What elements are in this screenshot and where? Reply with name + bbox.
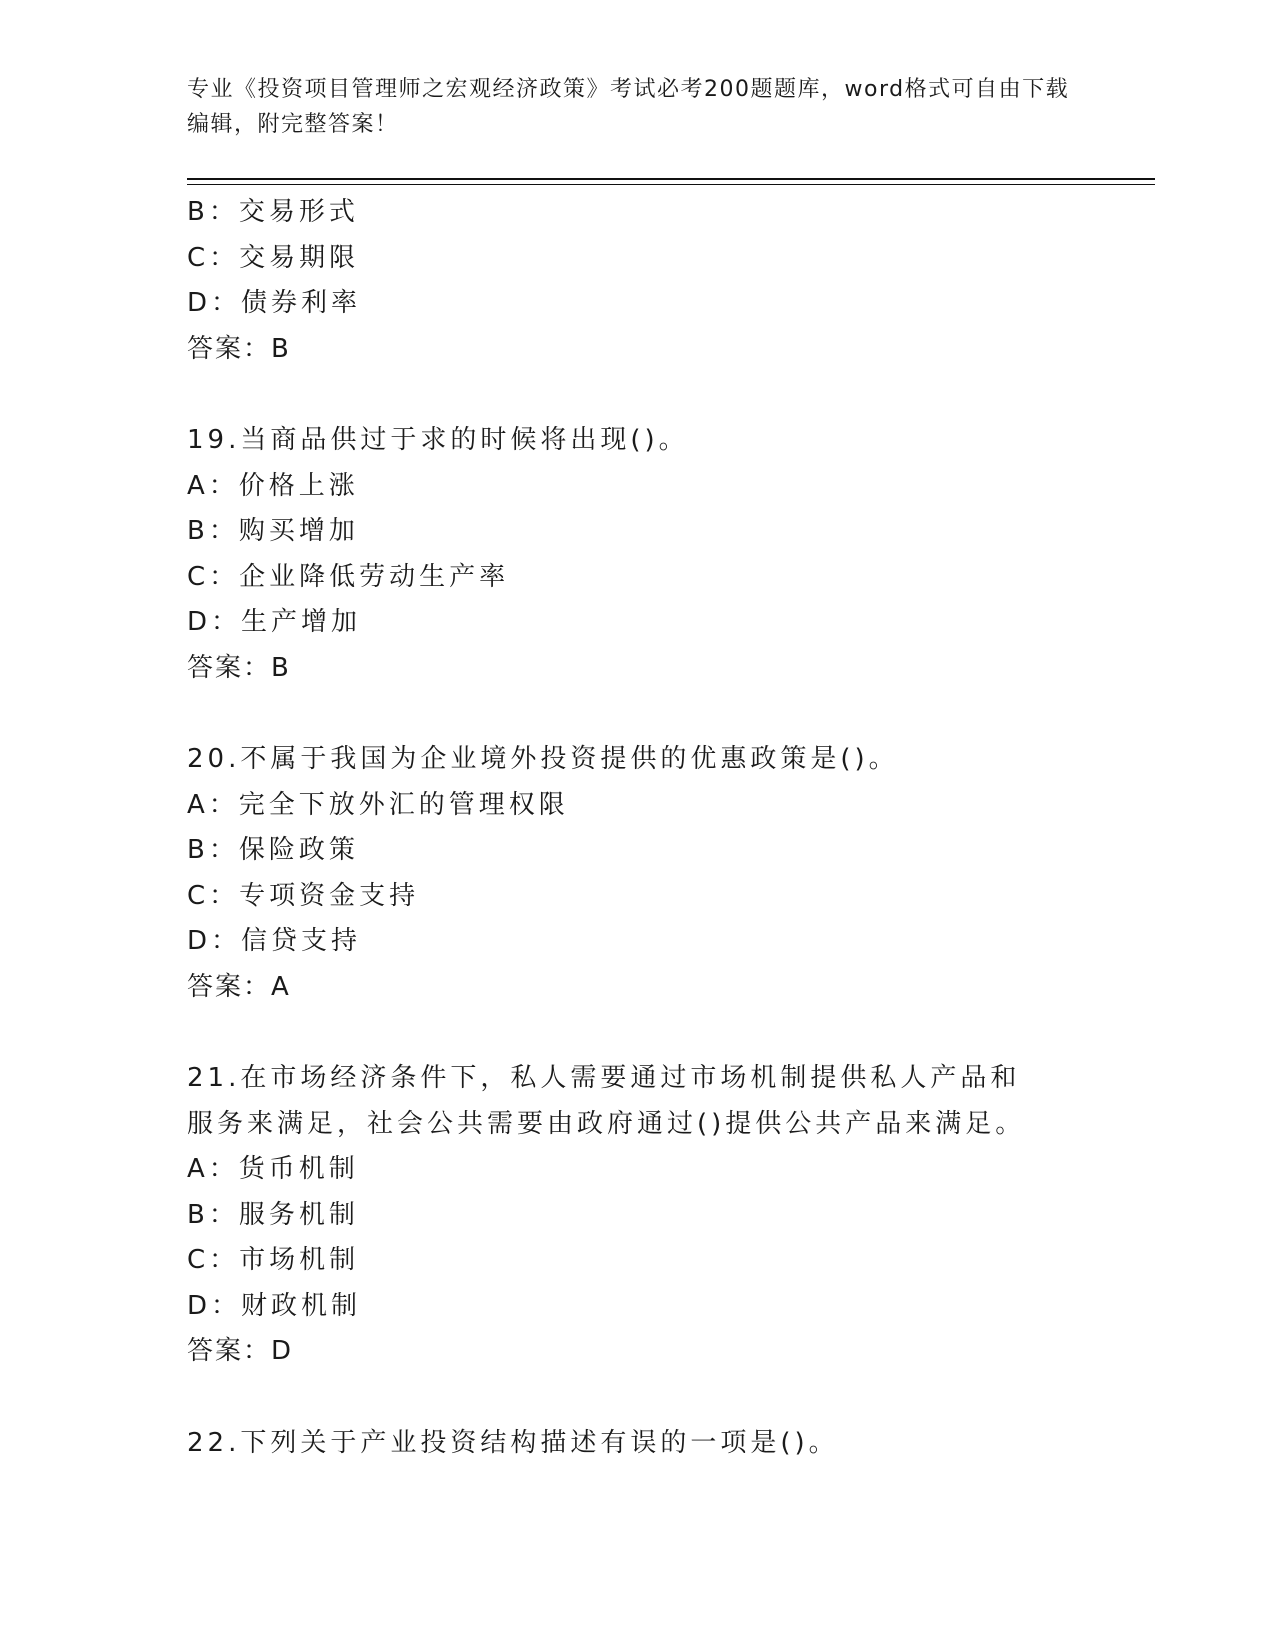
header-divider-thin — [187, 184, 1155, 185]
option-d: D：信贷支持 — [187, 926, 362, 956]
option-b: B：交易形式 — [187, 197, 359, 227]
question-stem: 19.当商品供过于求的时候将出现()。 — [187, 425, 689, 455]
option-a: A：完全下放外汇的管理权限 — [187, 789, 569, 820]
option-b: B：购买增加 — [187, 516, 359, 546]
question-stem: 20.不属于我国为企业境外投资提供的优惠政策是()。 — [187, 744, 899, 774]
question-list — [187, 190, 1107, 1466]
question-21 — [187, 1056, 1107, 1375]
header-divider — [187, 178, 1155, 180]
document-header: 专业《投资项目管理师之宏观经济政策》考试必考200题题库，word格式可自由下载编辑，附完整答案！ — [187, 77, 1070, 137]
option-b: B：服务机制 — [187, 1199, 359, 1230]
question-19 — [187, 418, 1107, 691]
option-a: A：价格上涨 — [187, 470, 359, 501]
option-b: B：保险政策 — [187, 835, 359, 865]
option-d: D：债券利率 — [187, 288, 362, 318]
answer-line: 答案：B — [187, 652, 291, 683]
option-a: A：货币机制 — [187, 1154, 359, 1184]
question-22 — [187, 1421, 1107, 1467]
option-c: C：企业降低劳动生产率 — [187, 561, 510, 592]
answer-line: 答案：B — [187, 333, 291, 364]
option-c: C：交易期限 — [187, 242, 360, 273]
question-stem: 21.在市场经济条件下，私人需要通过市场机制提供私人产品和服务来满足，社会公共需要由政府通过()提供公共产品来满足。 — [187, 1063, 1026, 1139]
answer-line: 答案：D — [187, 1336, 294, 1366]
question-20 — [187, 737, 1107, 1010]
question-continued — [187, 190, 1107, 372]
option-d: D：财政机制 — [187, 1290, 362, 1321]
option-c: C：市场机制 — [187, 1245, 360, 1275]
answer-line: 答案：A — [187, 971, 291, 1002]
question-stem: 22.下列关于产业投资结构描述有误的一项是()。 — [187, 1427, 839, 1458]
option-c: C：专项资金支持 — [187, 880, 420, 911]
option-d: D：生产增加 — [187, 607, 362, 637]
